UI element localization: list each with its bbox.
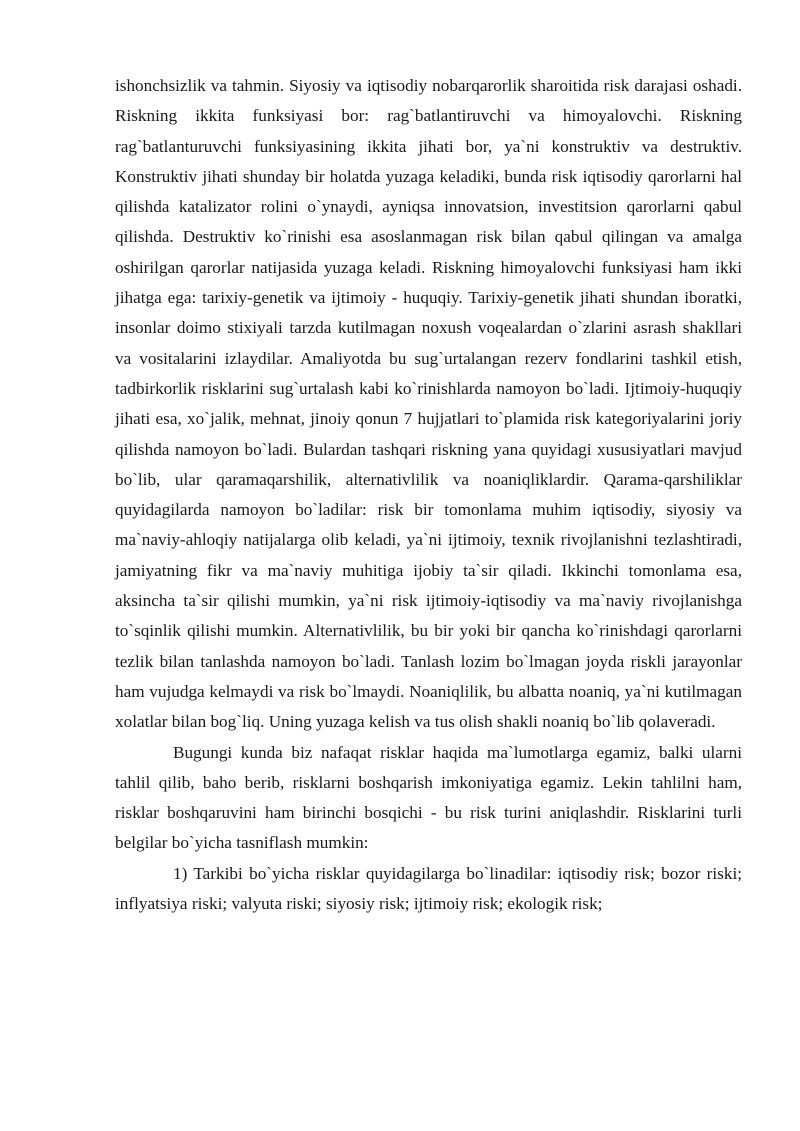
document-page	[115, 71, 742, 919]
paragraph-risk-classification: 1) Tarkibi bo`yicha risklar quyidagilarga bo`linadilar: iqtisodiy risk; bozor riski; inflyatsiya riski; valyuta riski; siyosiy risk; ijtimoiy risk; ekologik risk;	[115, 863, 742, 914]
paragraph-risk-functions: ishonchsizlik va tahmin. Siyosiy va iqtisodiy nobarqarorlik sharoitida risk darajasi oshadi. Riskning ikkita funksiyasi bor: rag`batlantiruvchi va himoyalovchi. Riskning rag`batlanturuvchi funksiyasining ikkita jihati bor, ya`ni konstruktiv va destruktiv. Konstruktiv jihati shunday bir holatda yuzaga keladiki, bunda risk iqtisodiy qarorlarni hal qilishda katalizator rolini o`ynaydi, ayniqsa innovatsion, investitsion qarorlarni qabul qilishda. Destruktiv ko`rinishi esa asoslanmagan risk bilan qabul qilingan va amalga oshirilgan qarorlar natijasida yuzaga keladi. Riskning himoyalovchi funksiyasi ham ikki jihatga ega: tarixiy-genetik va ijtimoiy - huquqiy. Tarixiy-genetik jihati shundan iboratki, insonlar doimo stixiyali tarzda kutilmagan noxush voqealardan o`zlarini asrash shakllari va vositalarini izlaydilar. Amaliyotda bu sug`urtalangan rezerv fondlarini tashkil etish, tadbirkorlik risklarini sug`urtalash kabi ko`rinishlarda namoyon bo`ladi. Ijtimoiy-huquqiy jihati esa, xo`jalik, mehnat, jinoiy qonun 7 hujjatlari to`plamida risk kategoriyalarini joriy qilishda namoyon bo`ladi. Bulardan tashqari riskning yana quyidagi xususiyatlari mavjud bo`lib, ular qaramaqarshilik, alternativlilik va noaniqliklardir. Qarama-qarshiliklar quyidagilarda namoyon bo`ladilar: risk bir tomonlama muhim iqtisodiy, siyosiy va ma`naviy-ahloqiy natijalarga olib keladi, ya`ni ijtimoiy, texnik rivojlanishni tezlashtiradi, jamiyatning fikr va ma`naviy muhitiga ijobiy ta`sir qiladi. Ikkinchi tomonlama esa, aksincha ta`sir qilishi mumkin, ya`ni risk ijtimoiy-iqtisodiy va ma`naviy rivojlanishga to`sqinlik qilishi mumkin. Alternativlilik, bu bir yoki bir qancha ko`rinishdagi qarorlarni tezlik bilan tanlashda namoyon bo`ladi. Tanlash lozim bo`lmagan joyda riskli jarayonlar ham vujudga kelmaydi va risk bo`lmaydi. Noaniqlilik, bu albatta noaniq, ya`ni kutilmagan xolatlar bilan bog`liq. Uning yuzaga kelish va tus olish shakli noaniq bo`lib qolaveradi.	[115, 76, 742, 732]
paragraph-risk-analysis: Bugungi kunda biz nafaqat risklar haqida ma`lumotlarga egamiz, balki ularni tahlil qilib, baho berib, risklarni boshqarish imkoniyatiga egamiz. Lekin tahlilni ham, risklar boshqaruvini ham birinchi bosqichi - bu risk turini aniqlashdir. Risklarini turli belgilar bo`yicha tasniflash mumkin:	[115, 742, 742, 853]
